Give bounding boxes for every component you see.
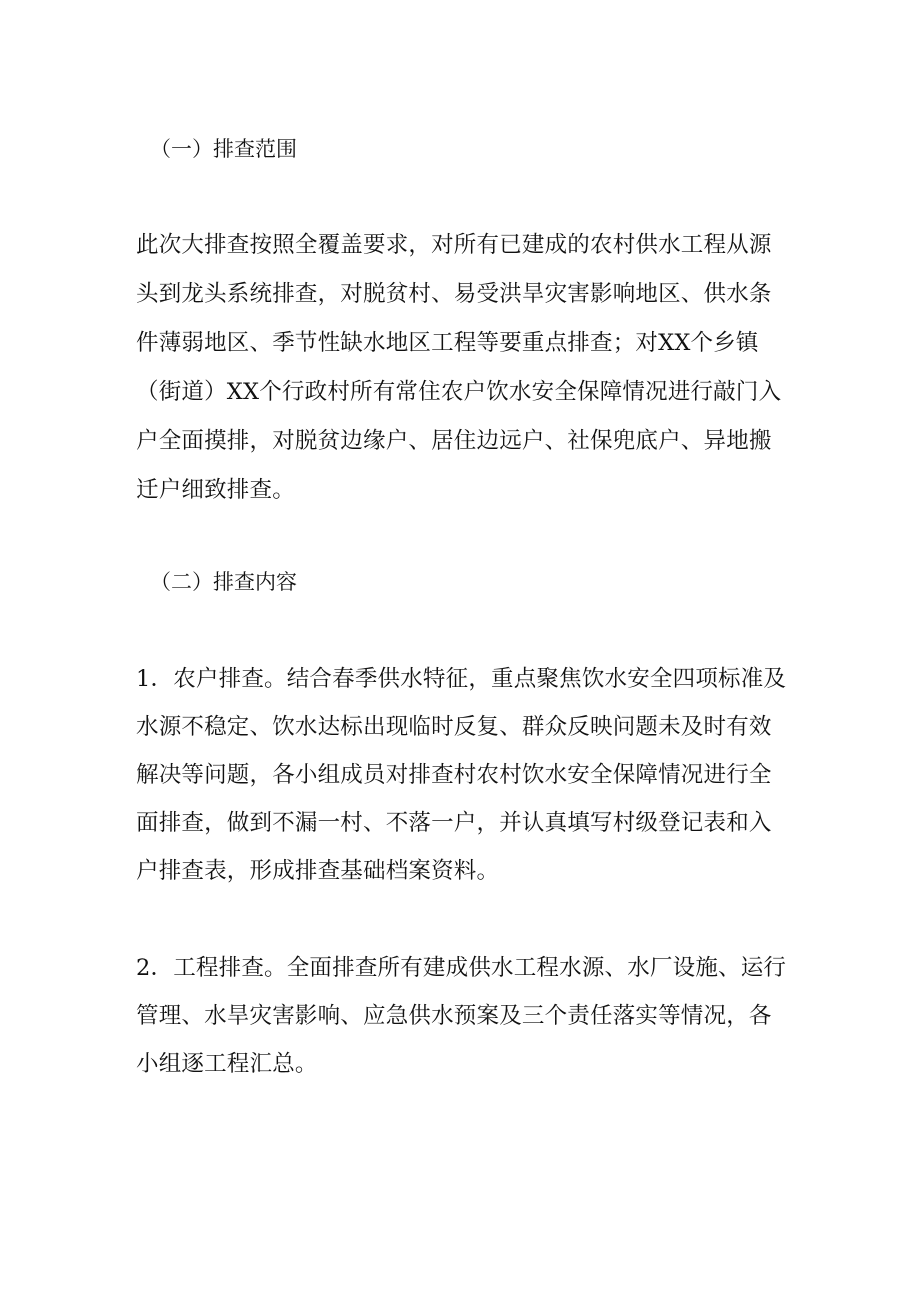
section-1-line-6: 迁户细致排查。 <box>136 477 295 503</box>
item-1-line-3: 解决等问题，各小组成员对排查村农村饮水安全保障情况进行全 <box>136 762 772 788</box>
item-2-line-2: 管理、水旱灾害影响、应急供水预案及三个责任落实等情况，各 <box>136 1003 772 1029</box>
item-1-line-5: 户排查表，形成排查基础档案资料。 <box>136 858 500 884</box>
section-1-heading: （一）排查范围 <box>150 137 297 161</box>
section-1-line-5: 户全面摸排，对脱贫边缘户、居住边远户、社保兜底户、异地搬 <box>136 428 772 454</box>
section-1-line-3: 件薄弱地区、季节性缺水地区工程等要重点排查；对XX个乡镇 <box>136 330 759 356</box>
item-2-line-3: 小组逐工程汇总。 <box>136 1051 318 1077</box>
section-1-line-4: （街道）XX个行政村所有常住农户饮水安全保障情况进行敲门入 <box>136 379 782 405</box>
section-1-line-1: 此次大排查按照全覆盖要求，对所有已建成的农村供水工程从源 <box>136 232 772 258</box>
item-1-line-2: 水源不稳定、饮水达标出现临时反复、群众反映问题未及时有效 <box>136 714 772 740</box>
section-2-heading: （二）排查内容 <box>150 570 297 594</box>
item-1-line-1: 1．农户排查。结合春季供水特征，重点聚焦饮水安全四项标准及 <box>136 666 787 692</box>
item-1-line-4: 面排查，做到不漏一村、不落一户，并认真填写村级登记表和入 <box>136 810 772 836</box>
item-2-line-1: 2．工程排查。全面排查所有建成供水工程水源、水厂设施、运行 <box>136 955 787 981</box>
section-1-line-2: 头到龙头系统排查，对脱贫村、易受洪旱灾害影响地区、供水条 <box>136 281 772 307</box>
